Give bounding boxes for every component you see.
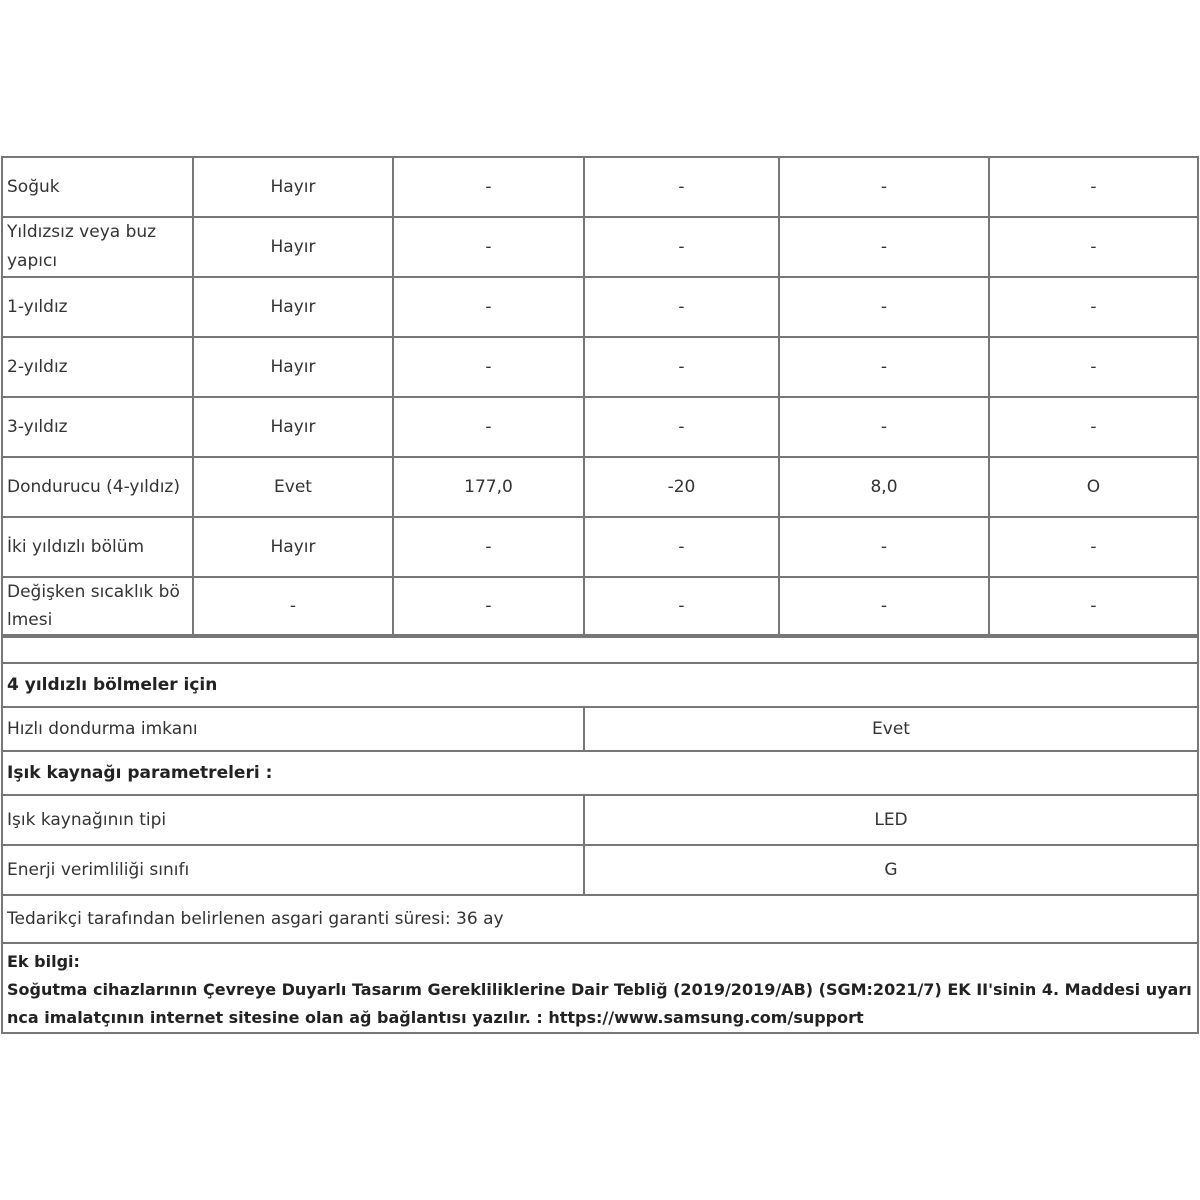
compartment-defrost-cell: -: [989, 397, 1198, 457]
spec-sheet: [1, 156, 1197, 1034]
compartment-table: [1, 156, 1199, 636]
compartment-label: Dondurucu (4-yıldız): [2, 457, 193, 517]
spacer-row: [2, 637, 1198, 663]
compartment-label: Yıldızsız veya buz yapıcı: [2, 217, 193, 277]
compartment-label: 2-yıldız: [2, 337, 193, 397]
compartment-present-cell: Hayır: [193, 277, 393, 337]
compartment-temp-cell: -: [584, 577, 779, 635]
extra-info-line-2: nca imalatçının internet sitesine olan ağ bağlantısı yazılır. : https://www.samsung.com/support: [7, 1008, 864, 1027]
fast-freeze-value: Evet: [584, 707, 1198, 751]
compartment-volume-cell: -: [393, 217, 584, 277]
light-type-value: LED: [584, 795, 1198, 845]
compartment-row: [2, 397, 1198, 457]
compartment-defrost-cell: -: [989, 217, 1198, 277]
details-table: [1, 636, 1199, 1034]
compartment-volume-cell: -: [393, 277, 584, 337]
compartment-volume-cell: -: [393, 517, 584, 577]
compartment-temp-cell: -: [584, 337, 779, 397]
compartment-defrost-cell: -: [989, 577, 1198, 635]
fast-freeze-row: [2, 707, 1198, 751]
light-source-heading-row: [2, 751, 1198, 795]
compartment-temp-cell: -: [584, 217, 779, 277]
compartment-volume-cell: 177,0: [393, 457, 584, 517]
compartment-label: Soğuk: [2, 157, 193, 217]
compartment-row: [2, 457, 1198, 517]
compartment-row: [2, 217, 1198, 277]
compartment-label: 3-yıldız: [2, 397, 193, 457]
compartment-present-cell: Hayır: [193, 157, 393, 217]
compartment-present-cell: Hayır: [193, 337, 393, 397]
compartment-label: İki yıldızlı bölüm: [2, 517, 193, 577]
extra-info-cell: [2, 943, 1198, 1033]
compartment-defrost-cell: -: [989, 337, 1198, 397]
light-type-row: [2, 795, 1198, 845]
warranty-text: Tedarikçi tarafından belirlenen asgari garanti süresi: 36 ay: [2, 895, 1198, 943]
warranty-row: [2, 895, 1198, 943]
compartment-label: 1-yıldız: [2, 277, 193, 337]
compartment-volume-cell: -: [393, 577, 584, 635]
light-source-heading: Işık kaynağı parametreleri :: [2, 751, 1198, 795]
compartment-defrost-cell: -: [989, 277, 1198, 337]
compartment-present-cell: -: [193, 577, 393, 635]
compartment-present-cell: Hayır: [193, 517, 393, 577]
compartment-defrost-cell: O: [989, 457, 1198, 517]
compartment-capacity-cell: -: [779, 517, 989, 577]
compartment-row: [2, 157, 1198, 217]
compartment-label: Değişken sıcaklık bö lmesi: [2, 577, 193, 635]
compartment-volume-cell: -: [393, 397, 584, 457]
compartment-temp-cell: -20: [584, 457, 779, 517]
compartment-capacity-cell: -: [779, 277, 989, 337]
compartment-capacity-cell: -: [779, 397, 989, 457]
compartment-present-cell: Hayır: [193, 397, 393, 457]
compartment-temp-cell: -: [584, 157, 779, 217]
extra-info-heading: Ek bilgi:: [7, 952, 80, 971]
compartment-capacity-cell: -: [779, 337, 989, 397]
energy-class-value: G: [584, 845, 1198, 895]
energy-class-row: [2, 845, 1198, 895]
extra-info-row: [2, 943, 1198, 1033]
compartment-defrost-cell: -: [989, 157, 1198, 217]
compartment-volume-cell: -: [393, 337, 584, 397]
compartment-row: [2, 277, 1198, 337]
compartment-row: [2, 517, 1198, 577]
four-star-heading-row: [2, 663, 1198, 707]
compartment-capacity-cell: -: [779, 577, 989, 635]
light-type-label: Işık kaynağının tipi: [2, 795, 584, 845]
energy-class-label: Enerji verimliliği sınıfı: [2, 845, 584, 895]
compartment-capacity-cell: -: [779, 157, 989, 217]
compartment-row: [2, 577, 1198, 635]
compartment-volume-cell: -: [393, 157, 584, 217]
compartment-capacity-cell: 8,0: [779, 457, 989, 517]
compartment-temp-cell: -: [584, 277, 779, 337]
four-star-heading: 4 yıldızlı bölmeler için: [2, 663, 1198, 707]
compartment-row: [2, 337, 1198, 397]
compartment-temp-cell: -: [584, 397, 779, 457]
compartment-present-cell: Hayır: [193, 217, 393, 277]
extra-info-line-1: Soğutma cihazlarının Çevreye Duyarlı Tasarım Gerekliliklerine Dair Tebliğ (2019/2019/AB) (SGM:2021/7) EK II'sinin 4. Maddesi uyarı: [7, 980, 1192, 999]
compartment-capacity-cell: -: [779, 217, 989, 277]
compartment-defrost-cell: -: [989, 517, 1198, 577]
compartment-temp-cell: -: [584, 517, 779, 577]
compartment-present-cell: Evet: [193, 457, 393, 517]
fast-freeze-label: Hızlı dondurma imkanı: [2, 707, 584, 751]
